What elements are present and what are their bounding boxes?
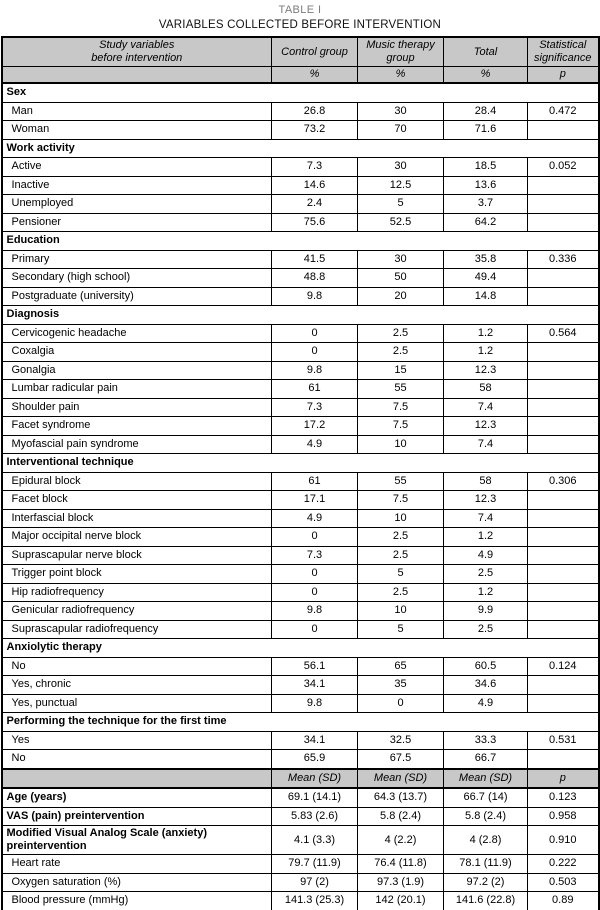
row-label: Oxygen saturation (%) bbox=[2, 873, 272, 892]
row-value: 7.5 bbox=[358, 417, 444, 436]
section-title: Sex bbox=[2, 83, 599, 102]
row-value: 35.8 bbox=[444, 250, 528, 269]
mean-sd-header-cell: Mean (SD) bbox=[272, 769, 358, 789]
row-value: 97.2 (2) bbox=[444, 873, 528, 892]
col-header-control-group: Control group bbox=[272, 37, 358, 67]
row-value: 5.83 (2.6) bbox=[272, 807, 358, 826]
row-label: Age (years) bbox=[2, 788, 272, 807]
row-value: 50 bbox=[358, 269, 444, 288]
row-value: 1.2 bbox=[444, 583, 528, 602]
table-header bbox=[2, 37, 599, 83]
row-value: 7.5 bbox=[358, 491, 444, 510]
summary-row bbox=[2, 826, 599, 855]
row-value: 49.4 bbox=[444, 269, 528, 288]
row-value: 97 (2) bbox=[272, 873, 358, 892]
table-row bbox=[2, 250, 599, 269]
table-row bbox=[2, 731, 599, 750]
row-label: Active bbox=[2, 158, 272, 177]
row-value: 5 bbox=[358, 565, 444, 584]
row-value bbox=[528, 213, 599, 232]
row-value bbox=[528, 417, 599, 436]
table-row bbox=[2, 380, 599, 399]
row-value: 0.306 bbox=[528, 472, 599, 491]
row-label: Secondary (high school) bbox=[2, 269, 272, 288]
row-value: 12.5 bbox=[358, 176, 444, 195]
row-value bbox=[528, 750, 599, 769]
col-header-music-therapy-group: Music therapy group bbox=[358, 37, 444, 67]
row-value: 10 bbox=[358, 509, 444, 528]
table-row bbox=[2, 583, 599, 602]
row-value: 78.1 (11.9) bbox=[444, 855, 528, 874]
row-value: 0 bbox=[272, 583, 358, 602]
row-value: 0.910 bbox=[528, 826, 599, 855]
row-value: 0 bbox=[272, 565, 358, 584]
row-label: Suprascapular nerve block bbox=[2, 546, 272, 565]
row-value: 9.8 bbox=[272, 287, 358, 306]
mean-sd-header-cell: p bbox=[528, 769, 599, 789]
row-label: Interfascial block bbox=[2, 509, 272, 528]
row-value bbox=[528, 361, 599, 380]
row-value: 56.1 bbox=[272, 657, 358, 676]
table-row bbox=[2, 102, 599, 121]
row-label: Woman bbox=[2, 121, 272, 140]
row-label: Heart rate bbox=[2, 855, 272, 874]
row-value: 7.4 bbox=[444, 398, 528, 417]
table-row bbox=[2, 324, 599, 343]
row-value: 4.9 bbox=[272, 509, 358, 528]
unit-header-row bbox=[2, 67, 599, 84]
table-row bbox=[2, 361, 599, 380]
row-value: 55 bbox=[358, 472, 444, 491]
section-row bbox=[2, 639, 599, 658]
row-value: 69.1 (14.1) bbox=[272, 788, 358, 807]
mean-sd-header-row bbox=[2, 769, 599, 789]
row-value: 2.5 bbox=[358, 528, 444, 547]
section-title: Performing the technique for the first time bbox=[2, 713, 599, 732]
row-value: 18.5 bbox=[444, 158, 528, 177]
row-label: Pensioner bbox=[2, 213, 272, 232]
row-value: 7.3 bbox=[272, 158, 358, 177]
row-value: 5.8 (2.4) bbox=[358, 807, 444, 826]
row-value bbox=[528, 694, 599, 713]
table-row bbox=[2, 491, 599, 510]
table-row bbox=[2, 750, 599, 769]
row-value: 2.5 bbox=[358, 324, 444, 343]
row-value: 3.7 bbox=[444, 195, 528, 214]
row-value: 61 bbox=[272, 472, 358, 491]
row-value: 71.6 bbox=[444, 121, 528, 140]
row-value: 2.5 bbox=[358, 546, 444, 565]
section-title: Interventional technique bbox=[2, 454, 599, 473]
table-row bbox=[2, 435, 599, 454]
row-value: 0.958 bbox=[528, 807, 599, 826]
row-label: VAS (pain) preintervention bbox=[2, 807, 272, 826]
section-title: Anxiolytic therapy bbox=[2, 639, 599, 658]
row-value: 5.8 (2.4) bbox=[444, 807, 528, 826]
row-label: Inactive bbox=[2, 176, 272, 195]
row-value: 10 bbox=[358, 602, 444, 621]
row-value bbox=[528, 546, 599, 565]
unit-header-blank bbox=[2, 67, 272, 84]
row-value: 17.2 bbox=[272, 417, 358, 436]
row-value: 15 bbox=[358, 361, 444, 380]
row-label: Facet block bbox=[2, 491, 272, 510]
row-value: 2.5 bbox=[444, 565, 528, 584]
row-value: 13.6 bbox=[444, 176, 528, 195]
row-value: 0 bbox=[272, 324, 358, 343]
row-value bbox=[528, 583, 599, 602]
row-value: 4 (2.8) bbox=[444, 826, 528, 855]
col-header-study-variables: Study variables before intervention bbox=[2, 37, 272, 67]
row-value bbox=[528, 435, 599, 454]
row-value: 41.5 bbox=[272, 250, 358, 269]
row-value: 2.5 bbox=[358, 343, 444, 362]
row-value: 0.123 bbox=[528, 788, 599, 807]
table-row bbox=[2, 546, 599, 565]
row-label: Man bbox=[2, 102, 272, 121]
row-value: 17.1 bbox=[272, 491, 358, 510]
row-label: Myofascial pain syndrome bbox=[2, 435, 272, 454]
row-value bbox=[528, 602, 599, 621]
table-row bbox=[2, 287, 599, 306]
col-header-total: Total bbox=[444, 37, 528, 67]
row-value: 9.8 bbox=[272, 602, 358, 621]
row-value: 65 bbox=[358, 657, 444, 676]
section-row bbox=[2, 713, 599, 732]
table-row bbox=[2, 472, 599, 491]
row-label: Genicular radiofrequency bbox=[2, 602, 272, 621]
row-label: No bbox=[2, 657, 272, 676]
row-value: 76.4 (11.8) bbox=[358, 855, 444, 874]
table-row bbox=[2, 602, 599, 621]
section-row bbox=[2, 83, 599, 102]
row-label: Lumbar radicular pain bbox=[2, 380, 272, 399]
row-label: Postgraduate (university) bbox=[2, 287, 272, 306]
row-value: 0.89 bbox=[528, 892, 599, 910]
row-value: 52.5 bbox=[358, 213, 444, 232]
row-label: Unemployed bbox=[2, 195, 272, 214]
row-value: 7.3 bbox=[272, 398, 358, 417]
row-value: 58 bbox=[444, 472, 528, 491]
row-label: Yes, chronic bbox=[2, 676, 272, 695]
row-value: 20 bbox=[358, 287, 444, 306]
row-value bbox=[528, 176, 599, 195]
row-value: 0 bbox=[272, 528, 358, 547]
section-row bbox=[2, 454, 599, 473]
row-value: 4.9 bbox=[272, 435, 358, 454]
row-value bbox=[528, 491, 599, 510]
row-value: 4 (2.2) bbox=[358, 826, 444, 855]
table-row bbox=[2, 269, 599, 288]
section-title: Education bbox=[2, 232, 599, 251]
row-value: 0 bbox=[272, 343, 358, 362]
section-row bbox=[2, 139, 599, 158]
row-value: 30 bbox=[358, 158, 444, 177]
row-label: Gonalgia bbox=[2, 361, 272, 380]
row-value: 64.3 (13.7) bbox=[358, 788, 444, 807]
row-value: 2.4 bbox=[272, 195, 358, 214]
section-row bbox=[2, 232, 599, 251]
row-label: Major occipital nerve block bbox=[2, 528, 272, 547]
row-value: 66.7 (14) bbox=[444, 788, 528, 807]
row-value: 141.3 (25.3) bbox=[272, 892, 358, 910]
row-label: No bbox=[2, 750, 272, 769]
row-value: 12.3 bbox=[444, 361, 528, 380]
table-row bbox=[2, 657, 599, 676]
row-label: Yes, punctual bbox=[2, 694, 272, 713]
row-value: 7.4 bbox=[444, 435, 528, 454]
table-row bbox=[2, 528, 599, 547]
row-value: 30 bbox=[358, 250, 444, 269]
row-value: 9.9 bbox=[444, 602, 528, 621]
row-value: 1.2 bbox=[444, 343, 528, 362]
row-value: 0.222 bbox=[528, 855, 599, 874]
summary-row bbox=[2, 855, 599, 874]
section-title: Diagnosis bbox=[2, 306, 599, 325]
row-value: 60.5 bbox=[444, 657, 528, 676]
table-row bbox=[2, 176, 599, 195]
section-row bbox=[2, 306, 599, 325]
table-row bbox=[2, 509, 599, 528]
variables-table bbox=[1, 36, 600, 910]
table-row bbox=[2, 121, 599, 140]
summary-row bbox=[2, 807, 599, 826]
row-label: Trigger point block bbox=[2, 565, 272, 584]
row-value: 55 bbox=[358, 380, 444, 399]
row-value bbox=[528, 269, 599, 288]
row-value: 0.531 bbox=[528, 731, 599, 750]
row-label: Cervicogenic headache bbox=[2, 324, 272, 343]
table-row bbox=[2, 620, 599, 639]
row-value: 28.4 bbox=[444, 102, 528, 121]
row-value: 1.2 bbox=[444, 324, 528, 343]
row-value: 73.2 bbox=[272, 121, 358, 140]
table-number-label: TABLE I bbox=[278, 4, 322, 16]
row-label: Yes bbox=[2, 731, 272, 750]
row-value: 48.8 bbox=[272, 269, 358, 288]
mean-sd-header-cell: Mean (SD) bbox=[358, 769, 444, 789]
row-value: 0.052 bbox=[528, 158, 599, 177]
row-value: 7.3 bbox=[272, 546, 358, 565]
row-label: Epidural block bbox=[2, 472, 272, 491]
row-value: 0 bbox=[272, 620, 358, 639]
row-label: Shoulder pain bbox=[2, 398, 272, 417]
row-value: 12.3 bbox=[444, 417, 528, 436]
row-value bbox=[528, 620, 599, 639]
row-value: 66.7 bbox=[444, 750, 528, 769]
row-value: 34.1 bbox=[272, 731, 358, 750]
row-value bbox=[528, 565, 599, 584]
row-value: 0.503 bbox=[528, 873, 599, 892]
row-value: 7.5 bbox=[358, 398, 444, 417]
row-value: 14.6 bbox=[272, 176, 358, 195]
row-value: 32.5 bbox=[358, 731, 444, 750]
row-value: 70 bbox=[358, 121, 444, 140]
row-value bbox=[528, 195, 599, 214]
row-value bbox=[528, 287, 599, 306]
unit-header-p: p bbox=[528, 67, 599, 84]
row-value: 2.5 bbox=[444, 620, 528, 639]
summary-row bbox=[2, 788, 599, 807]
table-row bbox=[2, 158, 599, 177]
row-value bbox=[528, 121, 599, 140]
column-header-row bbox=[2, 37, 599, 67]
col-header-statistical-significance: Statistical significance bbox=[528, 37, 599, 67]
row-value: 0 bbox=[358, 694, 444, 713]
row-value: 141.6 (22.8) bbox=[444, 892, 528, 910]
row-value bbox=[528, 528, 599, 547]
row-value: 26.8 bbox=[272, 102, 358, 121]
section-title: Work activity bbox=[2, 139, 599, 158]
row-label: Coxalgia bbox=[2, 343, 272, 362]
row-value: 30 bbox=[358, 102, 444, 121]
row-label: Primary bbox=[2, 250, 272, 269]
table-title: VARIABLES COLLECTED BEFORE INTERVENTION bbox=[158, 19, 442, 31]
row-value: 35 bbox=[358, 676, 444, 695]
row-label: Hip radiofrequency bbox=[2, 583, 272, 602]
row-value: 61 bbox=[272, 380, 358, 399]
table-row bbox=[2, 195, 599, 214]
unit-header-control-percent: % bbox=[272, 67, 358, 84]
summary-row bbox=[2, 873, 599, 892]
row-value: 79.7 (11.9) bbox=[272, 855, 358, 874]
table-row bbox=[2, 676, 599, 695]
row-value: 67.5 bbox=[358, 750, 444, 769]
row-value: 0.336 bbox=[528, 250, 599, 269]
row-value: 75.6 bbox=[272, 213, 358, 232]
table-body bbox=[2, 83, 599, 910]
table-row bbox=[2, 694, 599, 713]
row-value bbox=[528, 380, 599, 399]
row-value: 4.1 (3.3) bbox=[272, 826, 358, 855]
summary-row bbox=[2, 892, 599, 910]
row-value bbox=[528, 398, 599, 417]
unit-header-total-percent: % bbox=[444, 67, 528, 84]
unit-header-music-percent: % bbox=[358, 67, 444, 84]
row-value: 34.6 bbox=[444, 676, 528, 695]
row-value: 5 bbox=[358, 620, 444, 639]
table-row bbox=[2, 398, 599, 417]
row-value: 2.5 bbox=[358, 583, 444, 602]
mean-sd-header-cell: Mean (SD) bbox=[444, 769, 528, 789]
table-row bbox=[2, 565, 599, 584]
mean-sd-header-cell bbox=[2, 769, 272, 789]
row-value: 14.8 bbox=[444, 287, 528, 306]
row-value: 4.9 bbox=[444, 546, 528, 565]
row-label: Facet syndrome bbox=[2, 417, 272, 436]
row-value: 5 bbox=[358, 195, 444, 214]
table-row bbox=[2, 213, 599, 232]
row-value: 4.9 bbox=[444, 694, 528, 713]
row-value: 9.8 bbox=[272, 694, 358, 713]
row-value bbox=[528, 676, 599, 695]
row-label: Suprascapular radiofrequency bbox=[2, 620, 272, 639]
table-row bbox=[2, 417, 599, 436]
row-value: 65.9 bbox=[272, 750, 358, 769]
row-value: 0.564 bbox=[528, 324, 599, 343]
row-value bbox=[528, 343, 599, 362]
row-value: 64.2 bbox=[444, 213, 528, 232]
row-value: 10 bbox=[358, 435, 444, 454]
row-value: 58 bbox=[444, 380, 528, 399]
row-value: 12.3 bbox=[444, 491, 528, 510]
row-value: 0.472 bbox=[528, 102, 599, 121]
row-label: Blood pressure (mmHg) bbox=[2, 892, 272, 910]
row-value: 34.1 bbox=[272, 676, 358, 695]
row-value: 97.3 (1.9) bbox=[358, 873, 444, 892]
row-value: 7.4 bbox=[444, 509, 528, 528]
row-value: 1.2 bbox=[444, 528, 528, 547]
row-value bbox=[528, 509, 599, 528]
row-value: 33.3 bbox=[444, 731, 528, 750]
row-label: Modified Visual Analog Scale (anxiety) preintervention bbox=[2, 826, 272, 855]
row-value: 142 (20.1) bbox=[358, 892, 444, 910]
row-value: 0.124 bbox=[528, 657, 599, 676]
table-row bbox=[2, 343, 599, 362]
row-value: 9.8 bbox=[272, 361, 358, 380]
